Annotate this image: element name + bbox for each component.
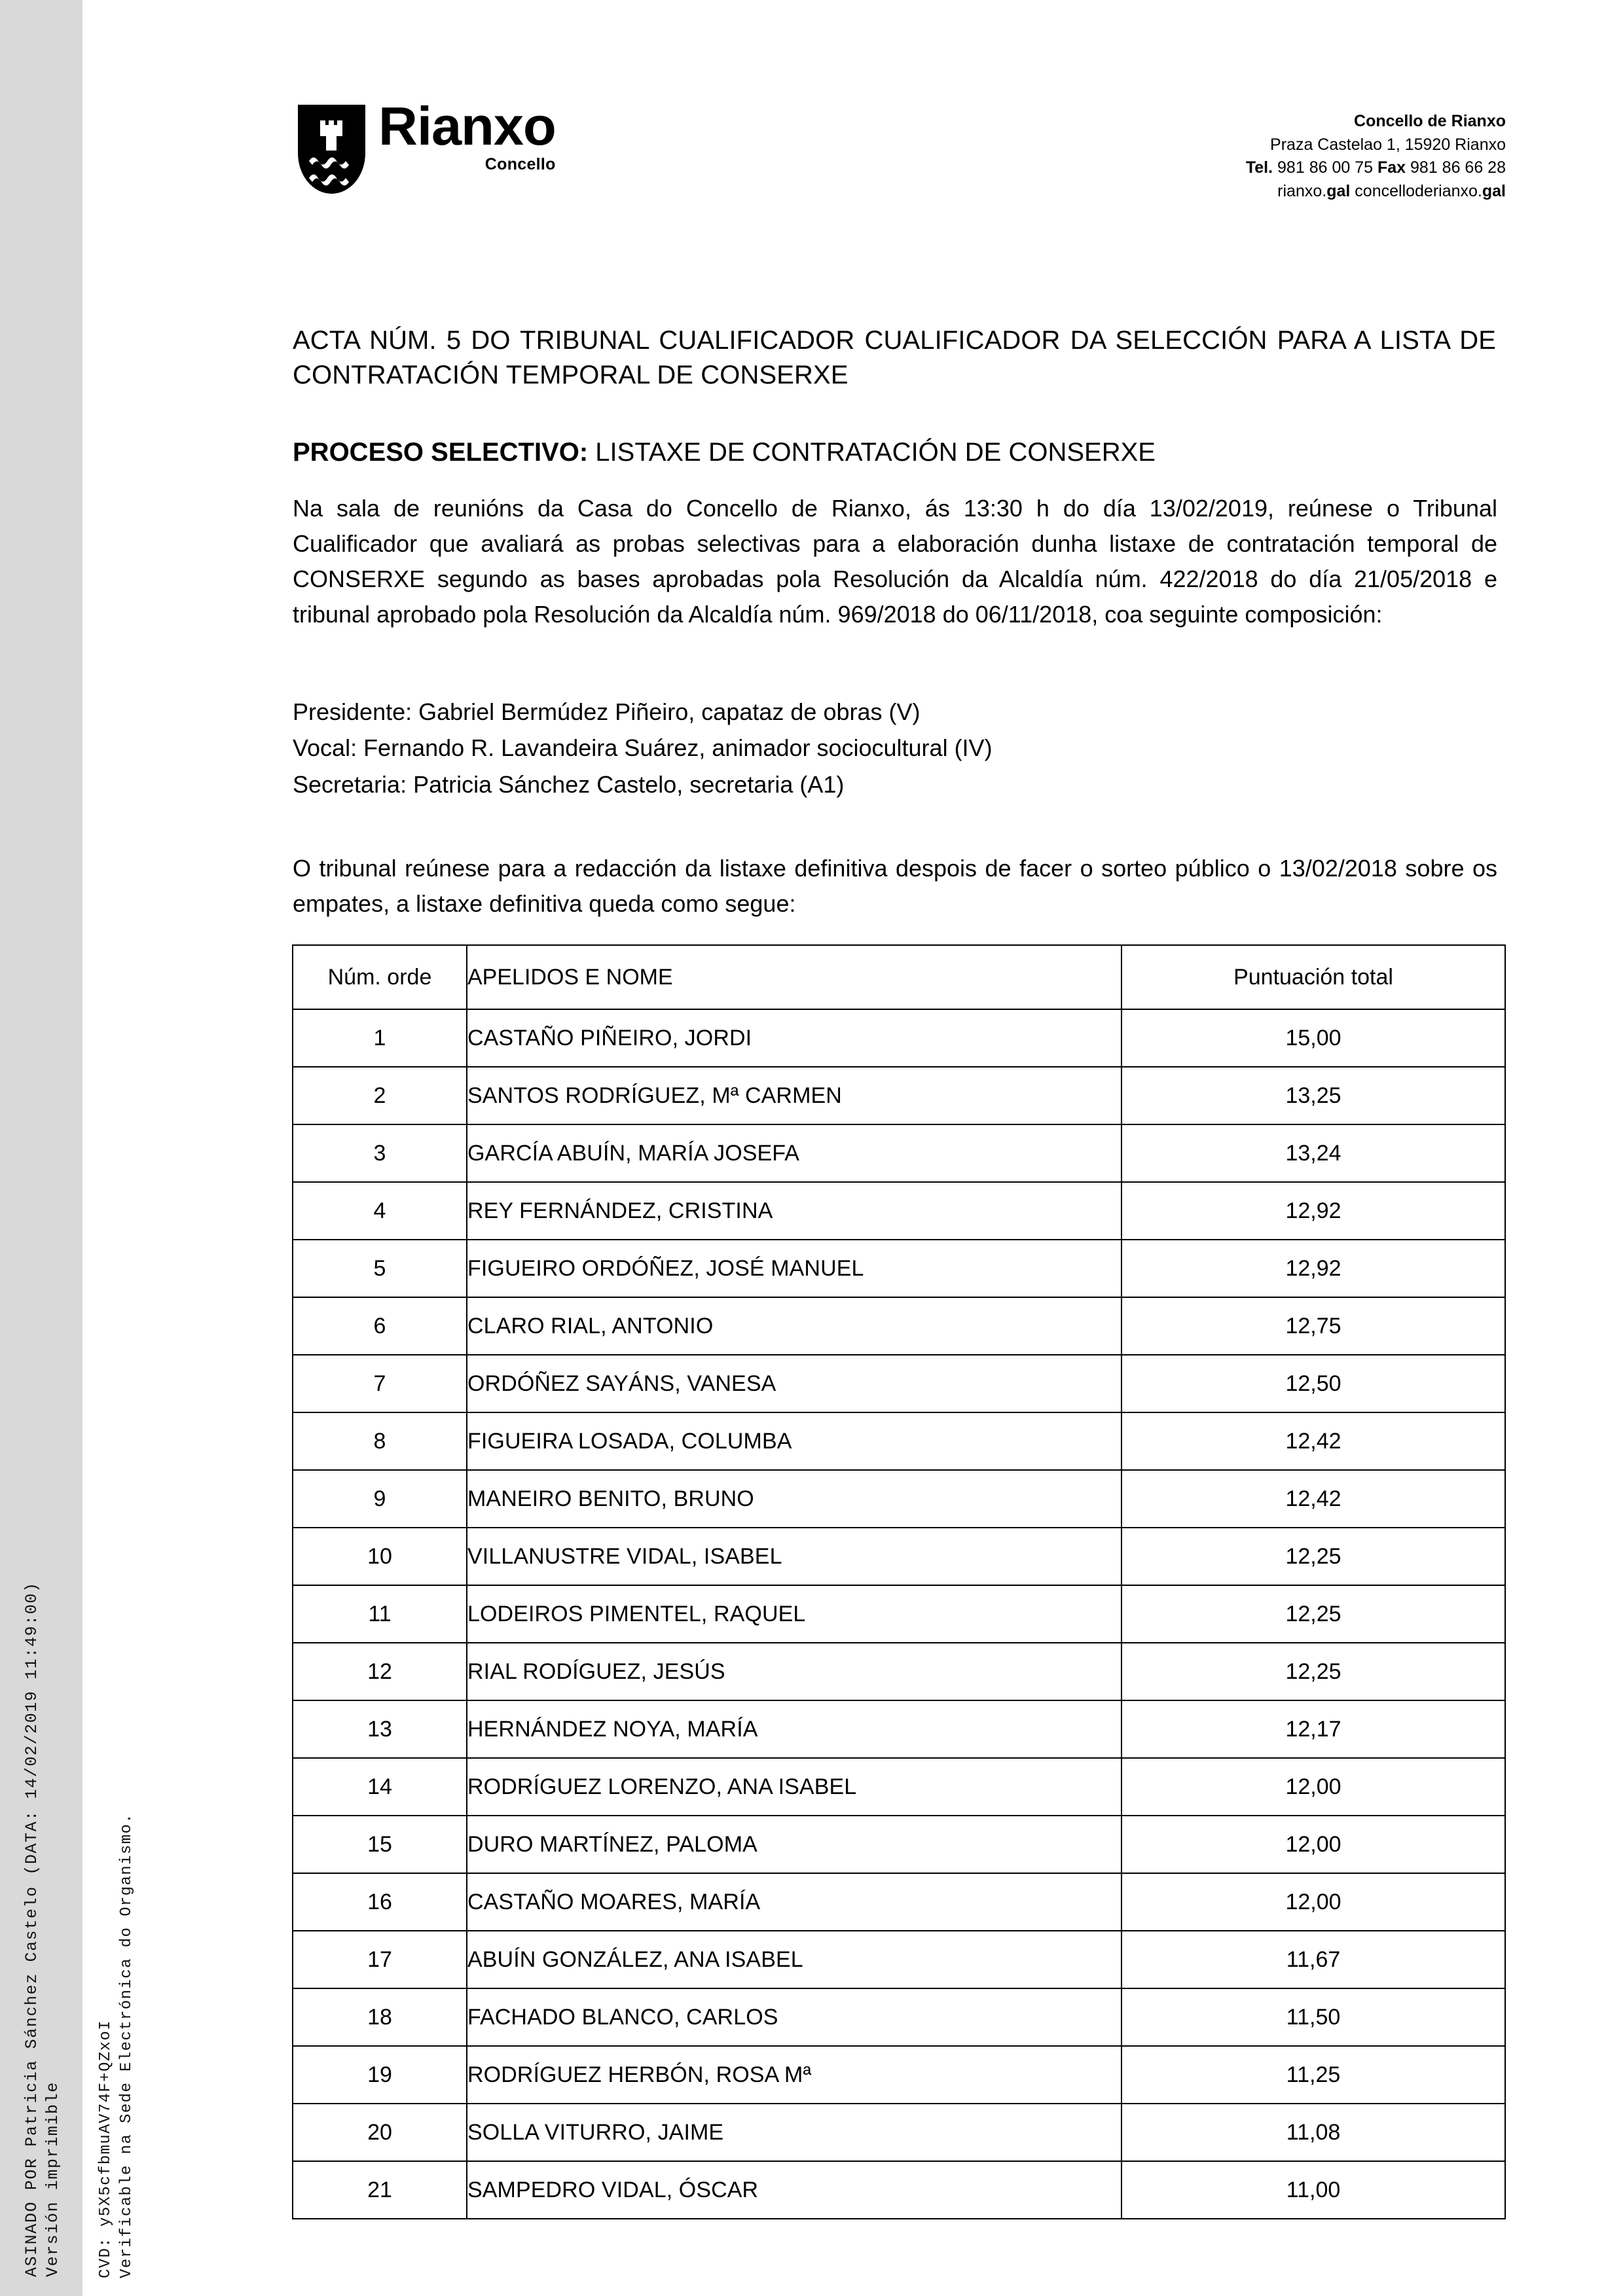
cell-num-orde: 15 bbox=[293, 1816, 467, 1873]
contact-info bbox=[1246, 110, 1506, 203]
cell-num-orde: 2 bbox=[293, 1067, 467, 1124]
table-row bbox=[293, 1355, 1505, 1412]
cell-num-orde: 3 bbox=[293, 1124, 467, 1182]
cell-apelidos-nome: ABUÍN GONZÁLEZ, ANA ISABEL bbox=[467, 1931, 1122, 1988]
cell-puntuacion-total: 12,92 bbox=[1122, 1182, 1505, 1240]
table-header-row bbox=[293, 945, 1505, 1009]
cell-puntuacion-total: 13,25 bbox=[1122, 1067, 1505, 1124]
cell-puntuacion-total: 11,08 bbox=[1122, 2104, 1505, 2161]
column-header-puntuacion: Puntuación total bbox=[1122, 945, 1505, 1009]
cell-num-orde: 16 bbox=[293, 1873, 467, 1931]
table-row bbox=[293, 1009, 1505, 1067]
intro-paragraph: Na sala de reunións da Casa do Concello de Rianxo, ás 13:30 h do día 13/02/2019, reúnese o Tribunal Cualificador que avaliará as probas selectivas para a elaboración dunha listaxe de contratación temporal de CONSERXE segundo as bases aprobadas pola Resolución da Alcaldía núm. 422/2018 do día 21/05/2018 e tribunal aprobado pola Resolución da Alcaldía núm. 969/2018 do 06/11/2018, coa seguinte composición: bbox=[293, 495, 1497, 628]
contact-address: Praza Castelao 1, 15920 Rianxo bbox=[1270, 135, 1506, 154]
cell-puntuacion-total: 12,00 bbox=[1122, 1816, 1505, 1873]
cell-num-orde: 17 bbox=[293, 1931, 467, 1988]
cell-puntuacion-total: 12,25 bbox=[1122, 1585, 1505, 1643]
proceso-selectivo-value: LISTAXE DE CONTRATACIÓN DE CONSERXE bbox=[588, 438, 1156, 467]
verification-text: Verificable na Sede Electrónica do Organismo. bbox=[118, 1812, 136, 2278]
cell-puntuacion-total: 13,24 bbox=[1122, 1124, 1505, 1182]
tribunal-vocal: Vocal: Fernando R. Lavandeira Suárez, animador sociocultural (IV) bbox=[293, 734, 993, 762]
table-row bbox=[293, 1067, 1505, 1124]
contact-phone-fax: Tel. 981 86 00 75 Fax 981 86 66 28 bbox=[1245, 158, 1506, 177]
cell-apelidos-nome: VILLANUSTRE VIDAL, ISABEL bbox=[467, 1528, 1122, 1585]
cell-puntuacion-total: 11,00 bbox=[1122, 2161, 1505, 2219]
table-row bbox=[293, 1470, 1505, 1528]
logo-wordmark bbox=[378, 96, 556, 174]
logo-word-concello: Concello bbox=[484, 154, 556, 173]
cell-apelidos-nome: SAMPEDRO VIDAL, ÓSCAR bbox=[467, 2161, 1122, 2219]
signed-by-text: ASINADO POR Patricia Sánchez Castelo (DATA: 14/02/2019 11:49:00) bbox=[22, 1581, 41, 2277]
table-row bbox=[293, 2161, 1505, 2219]
table-row bbox=[293, 1931, 1505, 1988]
cell-apelidos-nome: CASTAÑO PIÑEIRO, JORDI bbox=[467, 1009, 1122, 1067]
cell-num-orde: 11 bbox=[293, 1585, 467, 1643]
table-row bbox=[293, 1585, 1505, 1643]
cell-num-orde: 7 bbox=[293, 1355, 467, 1412]
cell-num-orde: 14 bbox=[293, 1758, 467, 1816]
table-row bbox=[293, 1643, 1505, 1700]
cell-apelidos-nome: CASTAÑO MOARES, MARÍA bbox=[467, 1873, 1122, 1931]
proceso-selectivo-heading bbox=[293, 435, 1504, 469]
logo-word-rianxo: Rianxo bbox=[378, 96, 556, 156]
cell-num-orde: 12 bbox=[293, 1643, 467, 1700]
proceso-selectivo-label: PROCESO SELECTIVO: bbox=[293, 438, 589, 467]
cell-apelidos-nome: RODRÍGUEZ HERBÓN, ROSA Mª bbox=[467, 2046, 1122, 2104]
cell-apelidos-nome: DURO MARTÍNEZ, PALOMA bbox=[467, 1816, 1122, 1873]
cell-apelidos-nome: CLARO RIAL, ANTONIO bbox=[467, 1297, 1122, 1355]
cell-num-orde: 13 bbox=[293, 1700, 467, 1758]
cell-puntuacion-total: 11,25 bbox=[1122, 2046, 1505, 2104]
sorteo-paragraph: O tribunal reúnese para a redacción da listaxe definitiva despois de facer o sorteo público o 13/02/2018 sobre os empates, a listaxe definitiva queda como segue: bbox=[293, 855, 1497, 917]
cell-puntuacion-total: 15,00 bbox=[1122, 1009, 1505, 1067]
cell-puntuacion-total: 12,42 bbox=[1122, 1412, 1505, 1470]
cell-num-orde: 8 bbox=[293, 1412, 467, 1470]
cell-apelidos-nome: HERNÁNDEZ NOYA, MARÍA bbox=[467, 1700, 1122, 1758]
cell-apelidos-nome: SOLLA VITURRO, JAIME bbox=[467, 2104, 1122, 2161]
cell-puntuacion-total: 12,92 bbox=[1122, 1240, 1505, 1297]
cell-apelidos-nome: FIGUEIRO ORDÓÑEZ, JOSÉ MANUEL bbox=[467, 1240, 1122, 1297]
table-row bbox=[293, 1816, 1505, 1873]
table-row bbox=[293, 1412, 1505, 1470]
table-row bbox=[293, 1240, 1505, 1297]
cell-num-orde: 20 bbox=[293, 2104, 467, 2161]
cell-apelidos-nome: RIAL RODÍGUEZ, JESÚS bbox=[467, 1643, 1122, 1700]
table-row bbox=[293, 1700, 1505, 1758]
rianxo-shield-icon bbox=[298, 105, 365, 194]
cell-puntuacion-total: 11,67 bbox=[1122, 1931, 1505, 1988]
cell-puntuacion-total: 12,17 bbox=[1122, 1700, 1505, 1758]
cell-apelidos-nome: ORDÓÑEZ SAYÁNS, VANESA bbox=[467, 1355, 1122, 1412]
column-header-num-orde: Núm. orde bbox=[293, 945, 467, 1009]
cell-apelidos-nome: FACHADO BLANCO, CARLOS bbox=[467, 1988, 1122, 2046]
cell-apelidos-nome: MANEIRO BENITO, BRUNO bbox=[467, 1470, 1122, 1528]
listaxe-definitiva-table bbox=[292, 944, 1506, 2219]
table-row bbox=[293, 1182, 1505, 1240]
cell-num-orde: 1 bbox=[293, 1009, 467, 1067]
page-title: ACTA NÚM. 5 DO TRIBUNAL CUALIFICADOR CUALIFICADOR DA SELECCIÓN PARA A LISTA DE CONTRATACIÓN TEMPORAL DE CONSERXE bbox=[293, 326, 1496, 390]
cell-puntuacion-total: 11,50 bbox=[1122, 1988, 1505, 2046]
cell-num-orde: 21 bbox=[293, 2161, 467, 2219]
cvd-code-text: CVD: y5X5cfbmuAV74F+QZxoI bbox=[97, 2019, 115, 2278]
cell-num-orde: 9 bbox=[293, 1470, 467, 1528]
column-header-apelidos: APELIDOS E NOME bbox=[467, 945, 1122, 1009]
cell-num-orde: 18 bbox=[293, 1988, 467, 2046]
cell-num-orde: 4 bbox=[293, 1182, 467, 1240]
printable-version-text: Versión imprimible bbox=[43, 2081, 62, 2277]
table-row bbox=[293, 1988, 1505, 2046]
table-row bbox=[293, 1873, 1505, 1931]
table-row bbox=[293, 2104, 1505, 2161]
table-row bbox=[293, 2046, 1505, 2104]
cell-puntuacion-total: 12,25 bbox=[1122, 1528, 1505, 1585]
contact-websites: rianxo.gal concelloderianxo.gal bbox=[1277, 181, 1506, 200]
cell-puntuacion-total: 12,42 bbox=[1122, 1470, 1505, 1528]
cell-puntuacion-total: 12,00 bbox=[1122, 1873, 1505, 1931]
cell-apelidos-nome: SANTOS RODRÍGUEZ, Mª CARMEN bbox=[467, 1067, 1122, 1124]
cell-num-orde: 5 bbox=[293, 1240, 467, 1297]
cell-apelidos-nome: FIGUEIRA LOSADA, COLUMBA bbox=[467, 1412, 1122, 1470]
cell-num-orde: 6 bbox=[293, 1297, 467, 1355]
cell-num-orde: 10 bbox=[293, 1528, 467, 1585]
concello-logo bbox=[298, 96, 556, 194]
cell-puntuacion-total: 12,75 bbox=[1122, 1297, 1505, 1355]
table-row bbox=[293, 1297, 1505, 1355]
table-body bbox=[293, 1009, 1505, 2219]
cell-apelidos-nome: REY FERNÁNDEZ, CRISTINA bbox=[467, 1182, 1122, 1240]
cell-puntuacion-total: 12,00 bbox=[1122, 1758, 1505, 1816]
table-row bbox=[293, 1124, 1505, 1182]
cell-apelidos-nome: GARCÍA ABUÍN, MARÍA JOSEFA bbox=[467, 1124, 1122, 1182]
cell-puntuacion-total: 12,25 bbox=[1122, 1643, 1505, 1700]
tribunal-secretaria: Secretaria: Patricia Sánchez Castelo, secretaria (A1) bbox=[293, 770, 845, 798]
cell-apelidos-nome: RODRÍGUEZ LORENZO, ANA ISABEL bbox=[467, 1758, 1122, 1816]
table-row bbox=[293, 1528, 1505, 1585]
contact-entity-name: Concello de Rianxo bbox=[1354, 112, 1506, 130]
tribunal-presidente: Presidente: Gabriel Bermúdez Piñeiro, capataz de obras (V) bbox=[293, 698, 921, 725]
cell-num-orde: 19 bbox=[293, 2046, 467, 2104]
table-row bbox=[293, 1758, 1505, 1816]
cell-apelidos-nome: LODEIROS PIMENTEL, RAQUEL bbox=[467, 1585, 1122, 1643]
tribunal-composition bbox=[293, 694, 1497, 802]
document-header bbox=[291, 98, 1506, 223]
cell-puntuacion-total: 12,50 bbox=[1122, 1355, 1505, 1412]
